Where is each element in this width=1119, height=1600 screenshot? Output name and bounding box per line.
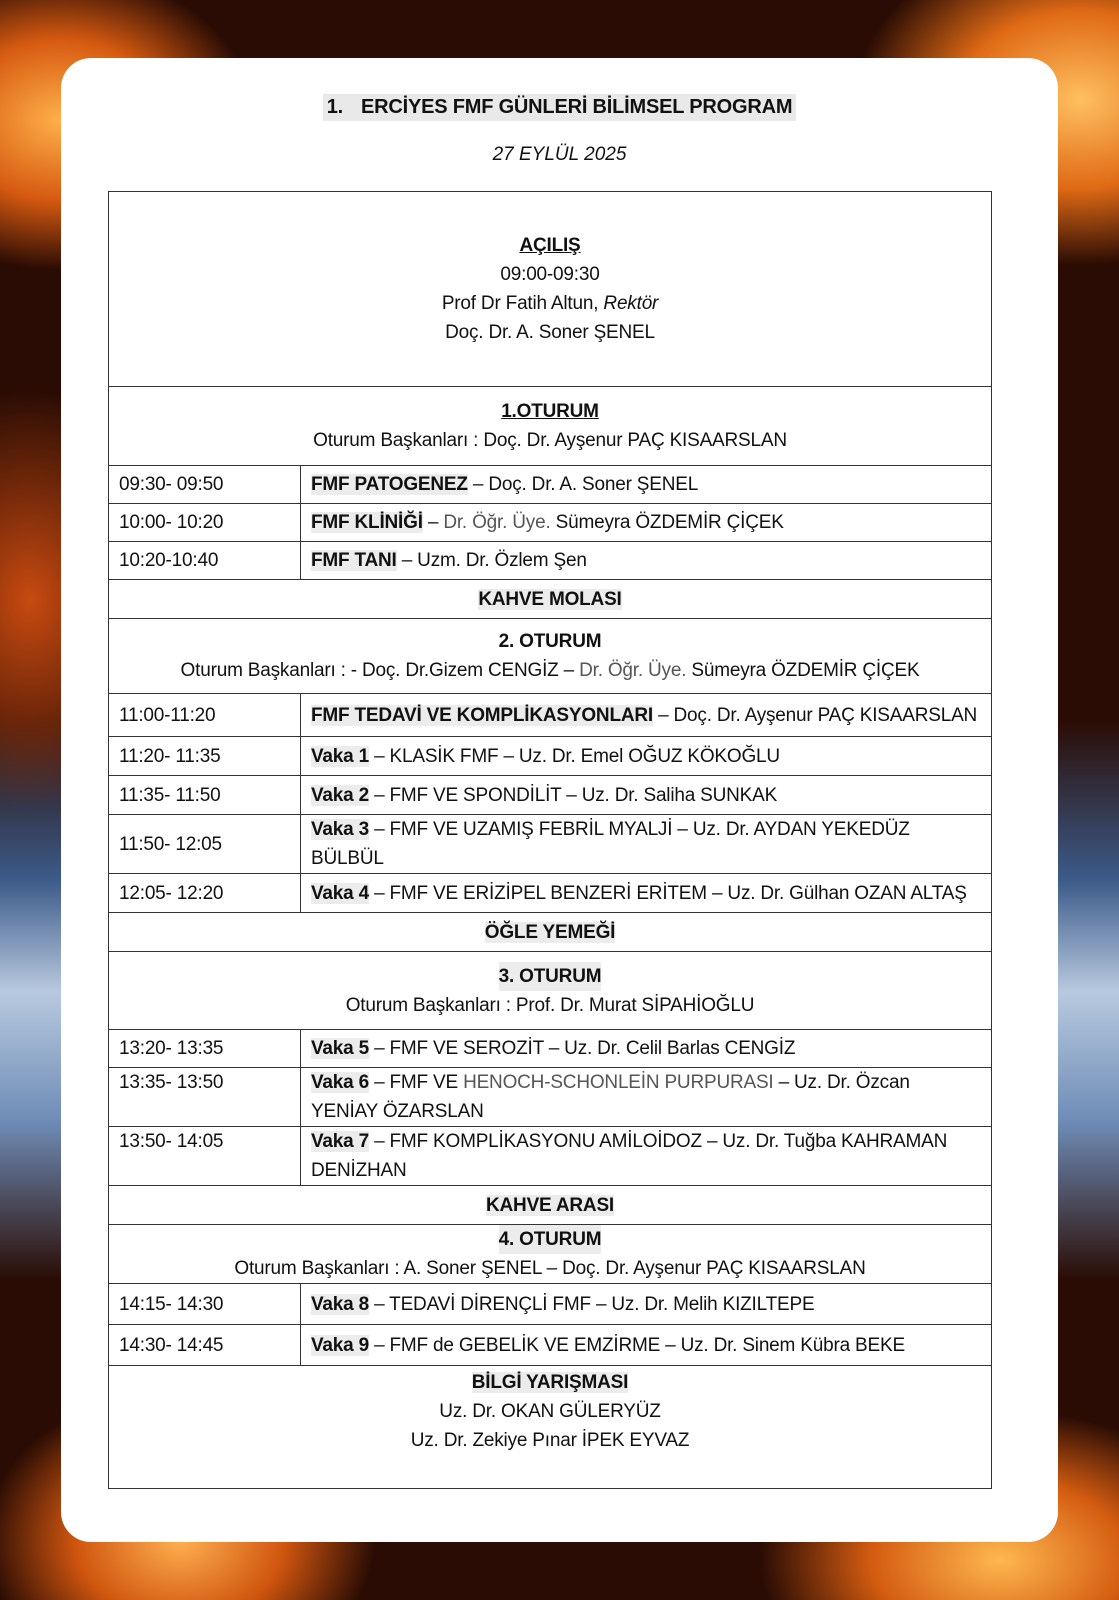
talk-cell: FMF PATOGENEZ – Doç. Dr. A. Soner ŞENEL <box>301 466 992 504</box>
time-cell: 10:20-10:40 <box>109 542 301 580</box>
session3-title: 3. OTURUM <box>499 962 602 991</box>
table-row <box>109 1127 992 1186</box>
table-row <box>109 1068 992 1127</box>
opening-speaker-2: Doç. Dr. A. Soner ŞENEL <box>445 322 655 343</box>
time-cell: 11:35- 11:50 <box>109 776 301 815</box>
table-row <box>109 1284 992 1325</box>
opening-speaker-1: Prof Dr Fatih Altun, Rektör <box>441 293 659 314</box>
talk-cell: Vaka 5 – FMF VE SEROZİT – Uz. Dr. Celil Barlas CENGİZ <box>301 1030 992 1068</box>
break-row <box>109 1186 992 1225</box>
session4-header <box>109 1225 992 1284</box>
opening-row <box>109 192 992 387</box>
table-row <box>109 542 992 580</box>
talk-cell: FMF TEDAVİ VE KOMPLİKASYONLARI – Doç. Dr. Ayşenur PAÇ KISAARSLAN <box>301 694 992 737</box>
time-cell: 11:00-11:20 <box>109 694 301 737</box>
title-block <box>61 94 1058 121</box>
quiz-row <box>109 1366 992 1489</box>
talk-cell: Vaka 4 – FMF VE ERİZİPEL BENZERİ ERİTEM – Uz. Dr. Gülhan OZAN ALTAŞ <box>301 874 992 913</box>
time-cell: 13:35- 13:50 <box>109 1068 301 1127</box>
quiz-title: BİLGİ YARIŞMASI <box>471 1372 629 1393</box>
program-card <box>61 58 1058 1542</box>
session3-chairs: Oturum Başkanları : Prof. Dr. Murat SİPAHİOĞLU <box>345 994 755 1016</box>
session3-header <box>109 952 992 1030</box>
opening-title: AÇILIŞ <box>519 235 581 256</box>
table-row <box>109 776 992 815</box>
table-row <box>109 1325 992 1366</box>
time-cell: 12:05- 12:20 <box>109 874 301 913</box>
table-row <box>109 737 992 776</box>
lunch-label: ÖĞLE YEMEĞİ <box>484 921 616 943</box>
quiz-host-2: Uz. Dr. Zekiye Pınar İPEK EYVAZ <box>410 1430 690 1451</box>
session4-chairs: Oturum Başkanları : A. Soner ŞENEL – Doç. Dr. Ayşenur PAÇ KISAARSLAN <box>234 1258 866 1279</box>
session1-header <box>109 387 992 466</box>
session2-header <box>109 619 992 694</box>
time-cell: 11:20- 11:35 <box>109 737 301 776</box>
talk-cell: Vaka 7 – FMF KOMPLİKASYONU AMİLOİDOZ – Uz. Dr. Tuğba KAHRAMAN DENİZHAN <box>301 1127 992 1186</box>
talk-cell: Vaka 8 – TEDAVİ DİRENÇLİ FMF – Uz. Dr. Melih KIZILTEPE <box>301 1284 992 1325</box>
page-title: 1. ERCİYES FMF GÜNLERİ BİLİMSEL PROGRAM <box>323 94 797 121</box>
table-row <box>109 466 992 504</box>
opening-time: 09:00-09:30 <box>500 264 600 285</box>
table-row <box>109 874 992 913</box>
talk-cell: Vaka 1 – KLASİK FMF – Uz. Dr. Emel OĞUZ KÖKOĞLU <box>301 737 992 776</box>
program-date: 27 EYLÜL 2025 <box>492 144 627 165</box>
session1-chairs: Oturum Başkanları : Doç. Dr. Ayşenur PAÇ KISAARSLAN <box>313 430 787 451</box>
time-cell: 14:15- 14:30 <box>109 1284 301 1325</box>
talk-cell: Vaka 6 – FMF VE HENOCH-SCHONLEİN PURPURASI – Uz. Dr. Özcan YENİAY ÖZARSLAN <box>301 1068 992 1127</box>
coffee-break-label: KAHVE MOLASI <box>478 588 622 610</box>
date-block <box>61 144 1058 166</box>
session2-title: 2. OTURUM <box>498 631 602 652</box>
session2-chairs: Oturum Başkanları : - Doç. Dr.Gizem CENGİZ – Dr. Öğr. Üye. Sümeyra ÖZDEMİR ÇİÇEK <box>180 660 920 681</box>
break-row <box>109 580 992 619</box>
session4-title: 4. OTURUM <box>499 1225 602 1254</box>
talk-cell: Vaka 2 – FMF VE SPONDİLİT – Uz. Dr. Saliha SUNKAK <box>301 776 992 815</box>
time-cell: 13:50- 14:05 <box>109 1127 301 1186</box>
lunch-row <box>109 913 992 952</box>
session1-title: 1.OTURUM <box>501 401 599 422</box>
time-cell: 09:30- 09:50 <box>109 466 301 504</box>
table-row <box>109 694 992 737</box>
time-cell: 13:20- 13:35 <box>109 1030 301 1068</box>
table-row <box>109 1030 992 1068</box>
coffee-break-label: KAHVE ARASI <box>486 1194 614 1216</box>
talk-cell: Vaka 9 – FMF de GEBELİK VE EMZİRME – Uz. Dr. Sinem Kübra BEKE <box>301 1325 992 1366</box>
time-cell: 14:30- 14:45 <box>109 1325 301 1366</box>
quiz-host-1: Uz. Dr. OKAN GÜLERYÜZ <box>439 1401 661 1422</box>
program-table <box>108 191 992 1489</box>
table-row <box>109 504 992 542</box>
time-cell: 10:00- 10:20 <box>109 504 301 542</box>
time-cell: 11:50- 12:05 <box>109 815 301 874</box>
talk-cell: FMF KLİNİĞİ – Dr. Öğr. Üye. Sümeyra ÖZDEMİR ÇİÇEK <box>301 504 992 542</box>
talk-cell: Vaka 3 – FMF VE UZAMIŞ FEBRİL MYALJİ – Uz. Dr. AYDAN YEKEDÜZ BÜLBÜL <box>301 815 992 874</box>
table-row <box>109 815 992 874</box>
talk-cell: FMF TANI – Uzm. Dr. Özlem Şen <box>301 542 992 580</box>
